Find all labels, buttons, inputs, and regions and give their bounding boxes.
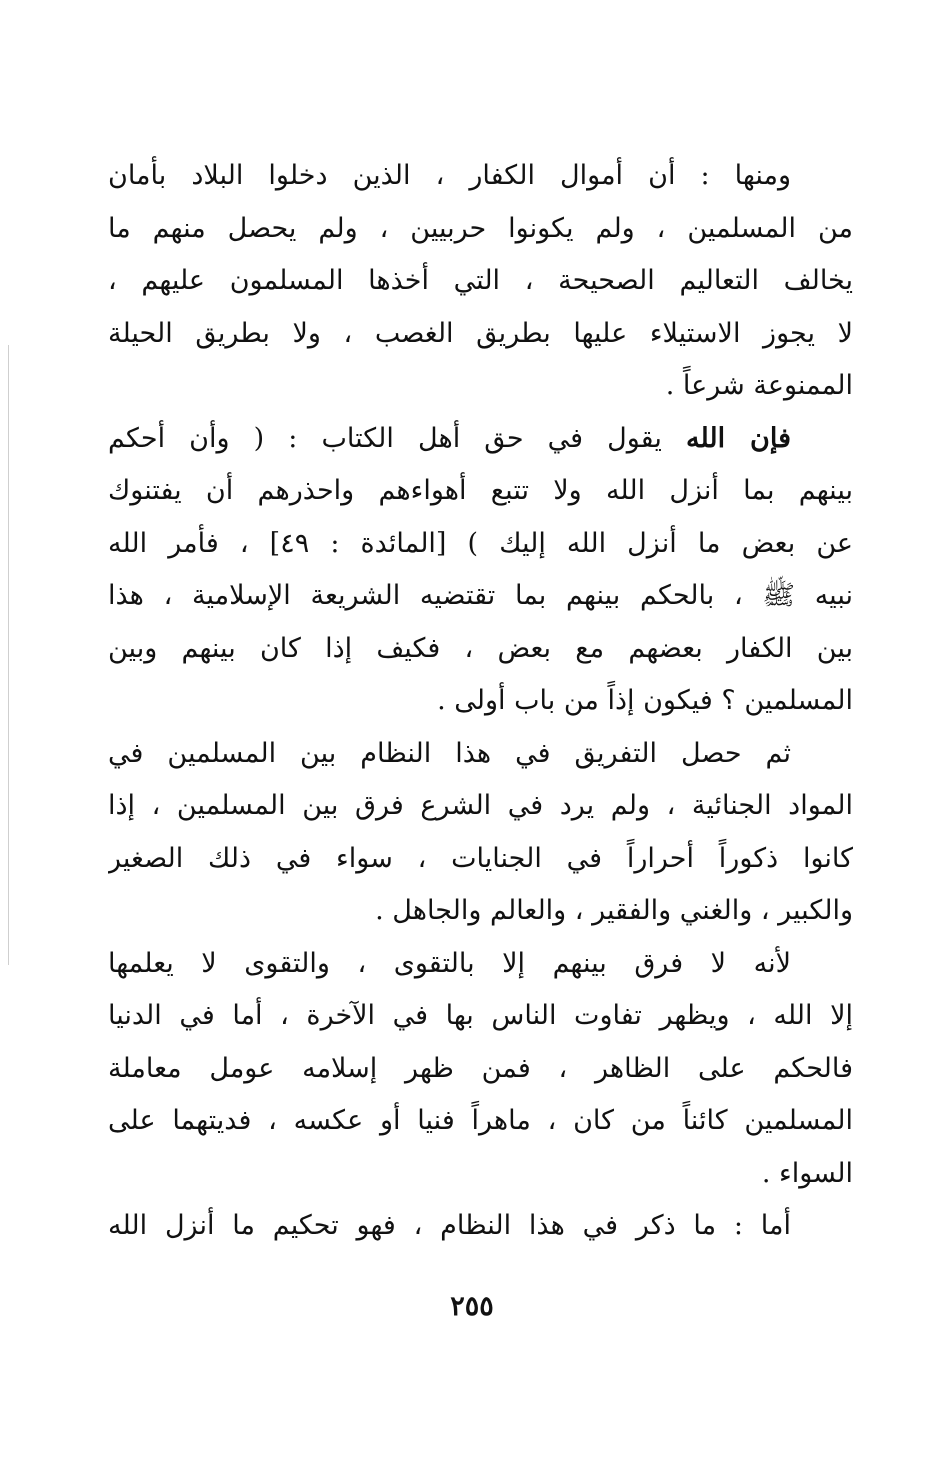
paragraph-4-line-5: السواء .: [761, 1157, 853, 1189]
paragraph-4-line-3: فالحكم على الظاهر ، فمن ظهر إسلامه عومل معاملة: [108, 1052, 853, 1084]
paragraph-3-line-2: المواد الجنائية ، ولم يرد في الشرع فرق بين المسلمين ، إذا: [108, 790, 853, 821]
paragraph-4-line-1: لأنه لا فرق بينهم إلا بالتقوى ، والتقوى لا يعلمها: [108, 947, 791, 979]
paragraph-1-line-3: يخالف التعاليم الصحيحة ، التي أخذها المسلمون عليهم ،: [108, 265, 853, 296]
paragraph-3-line-4: والكبير ، والغني والفقير ، والعالم والجاهل .: [375, 895, 853, 926]
paragraph-2-line-6: المسلمين ؟ فيكون إذاً من باب أولى .: [437, 685, 853, 716]
paragraph-2-line-3: عن بعض ما أنزل الله إليك ) [المائدة : ٤٩] ، فأمر الله: [108, 527, 853, 559]
paragraph-2-line-4: نبيه ﷺ ، بالحكم بينهم بما تقتضيه الشريعة الإسلامية ، هذا: [108, 580, 853, 611]
scan-edge-line: [8, 345, 9, 965]
paragraph-2-bold-lead: فإن الله: [685, 422, 791, 454]
paragraph-1-line-4: لا يجوز الاستيلاء عليها بطريق الغصب ، ولا بطريق الحيلة: [108, 317, 853, 349]
paragraph-2-line-1-rest: يقول في حق أهل الكتاب : ( وأن أحكم: [108, 422, 686, 454]
paragraph-1-line-1: ومنها : أن أموال الكفار ، الذين دخلوا البلاد بأمان: [108, 160, 791, 191]
paragraph-1-line-5: الممنوعة شرعاً .: [665, 370, 853, 401]
paragraph-2-line-1: [108, 413, 853, 466]
paragraph-4-line-2: إلا الله ، ويظهر تفاوت الناس بها في الآخرة ، أما في الدنيا: [108, 1000, 853, 1031]
page-number: ٢٥٥: [450, 1291, 494, 1322]
paragraph-3-line-3: كانوا ذكوراً أحراراً في الجنايات ، سواء في ذلك الصغير: [108, 842, 853, 874]
paragraph-4-line-4: المسلمين كائناً من كان ، ماهراً فنيا أو عكسه ، فديتهما على: [108, 1105, 853, 1136]
paragraph-5-line-1: أما : ما ذكر في هذا النظام ، فهو تحكيم ما أنزل الله: [108, 1210, 791, 1241]
paragraph-3-line-1: ثم حصل التفريق في هذا النظام بين المسلمين في: [108, 737, 791, 769]
paragraph-1-line-2: من المسلمين ، ولم يكونوا حربيين ، ولم يحصل منهم ما: [108, 212, 853, 244]
paragraph-2-line-5: بين الكفار بعضهم مع بعض ، فكيف إذا كان بينهم وبين: [108, 632, 853, 664]
paragraph-2-line-2: بينهم بما أنزل الله ولا تتبع أهواءهم واحذرهم أن يفتنوك: [108, 475, 853, 506]
body-text: [108, 150, 853, 1253]
